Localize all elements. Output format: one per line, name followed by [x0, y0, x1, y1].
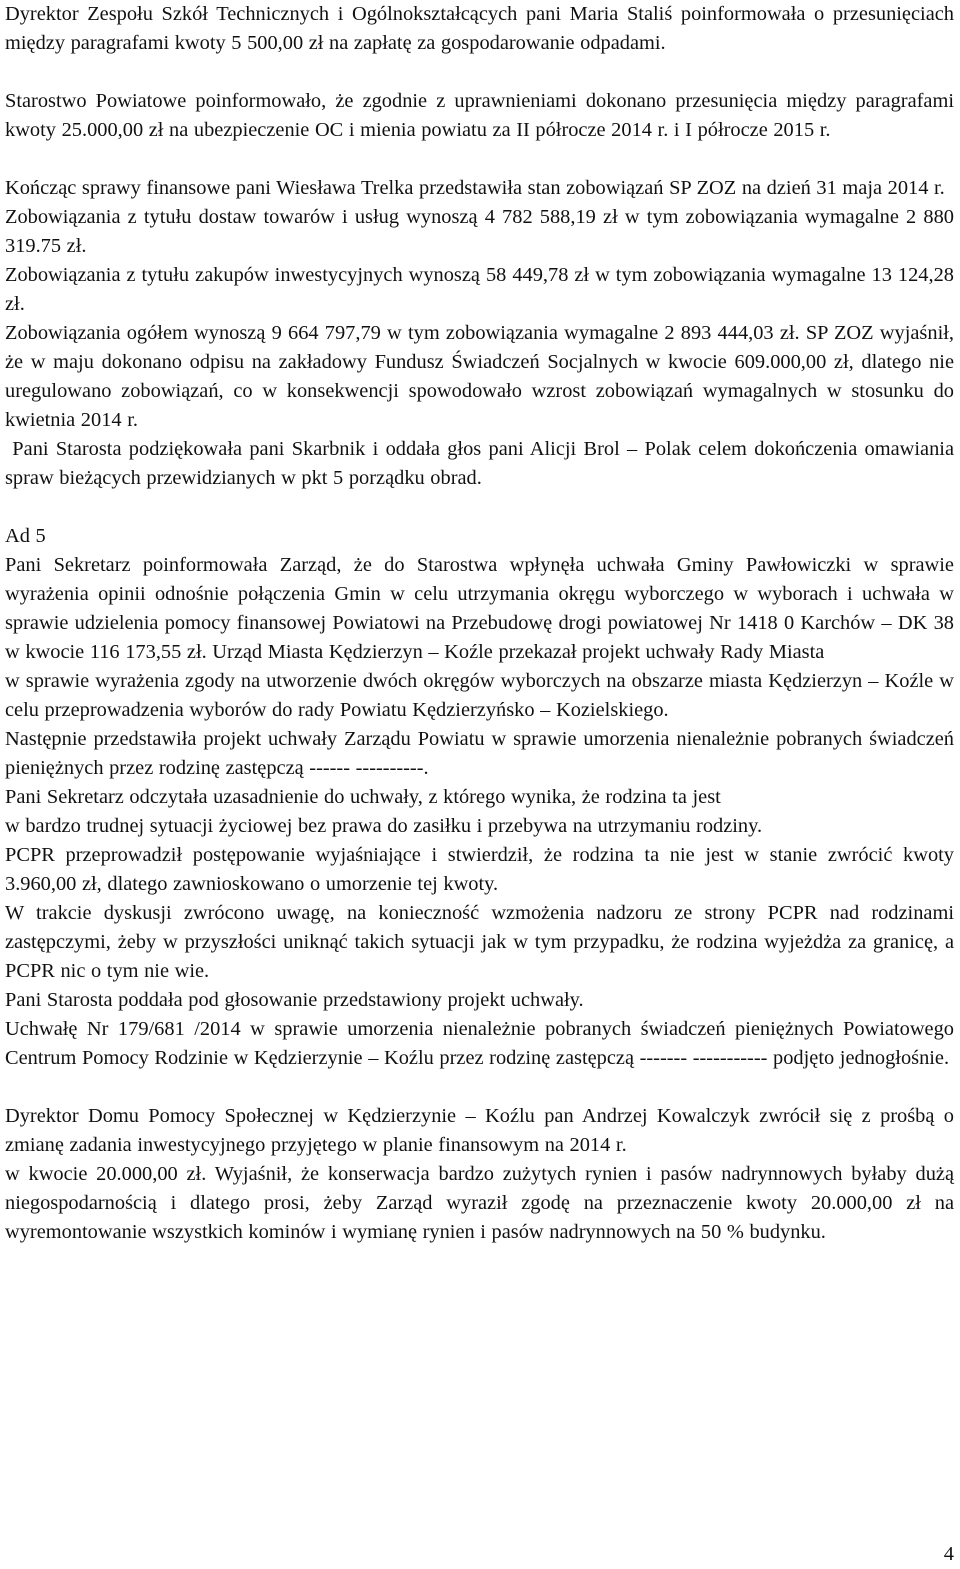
paragraph-spzoz-liabilities-intro: Kończąc sprawy finansowe pani Wiesława Trelka przedstawiła stan zobowiązań SP ZOZ na dzień 31 maja 2014 r.: [5, 177, 945, 199]
paragraph-supply-liabilities: Zobowiązania z tytułu dostaw towarów i usług wynoszą 4 782 588,19 zł w tym zobowiązania wymagalne 2 880 319.75 zł.: [5, 206, 954, 257]
paragraph-investment-liabilities: Zobowiązania z tytułu zakupów inwestycyjnych wynoszą 58 449,78 zł w tym zobowiązania wymagalne 13 124,28 zł.: [5, 264, 954, 315]
paragraph-starosta-thanks: Pani Starosta podziękowała pani Skarbnik i oddała głos pani Alicji Brol – Polak celem dokończenia omawiania spraw bieżących przewidzianych w pkt 5 porządku obrad.: [5, 438, 960, 489]
paragraph-family-situation: w bardzo trudnej sytuacji życiowej bez prawa do zasiłku i przebywa na utrzymaniu rodziny.: [5, 815, 763, 837]
paragraph-resolution-adopted: Uchwałę Nr 179/681 /2014 w sprawie umorzenia nienależnie pobranych świadczeń pieniężnych Powiatowego Centrum Pomocy Rodzinie w Kędzierzynie – Koźlu przez rodzinę zastępczą ------- ----------- podjęto jednogłośnie.: [5, 1018, 954, 1069]
paragraph-remission-draft: Następnie przedstawiła projekt uchwały Zarządu Powiatu w sprawie umorzenia nienależnie pobranych świadczeń pieniężnych przez rodzinę zastępczą ------ ----------.: [5, 728, 954, 779]
paragraph-total-liabilities: Zobowiązania ogółem wynoszą 9 664 797,79 w tym zobowiązania wymagalne 2 893 444,03 zł. SP ZOZ wyjaśnił, że w maju dokonano odpisu na zakładowy Fundusz Świadczeń Socjalnych w kwocie 609.000,00 zł, dlatego nie uregulowano zobowiązań, co w konsekwencji spowodowało wzrost zobowiązań wymagalnych w stosunku do kwietnia 2014 r.: [5, 322, 954, 431]
paragraph-pcpr-proceedings: PCPR przeprowadził postępowanie wyjaśniające i stwierdził, że rodzina ta nie jest w stanie zwrócić kwoty 3.960,00 zł, dlatego zawnioskowano o umorzenie tej kwoty.: [5, 844, 954, 895]
paragraph-insurance-transfer: Starostwo Powiatowe poinformowało, że zgodnie z uprawnieniami dokonano przesunięcia między paragrafami kwoty 25.000,00 zł na ubezpieczenie OC i mienia powiatu za II półrocze 2014 r. i I półrocze 2015 r.: [5, 90, 954, 141]
paragraph-waste-transfer: Dyrektor Zespołu Szkół Technicznych i Ogólnokształcących pani Maria Staliś poinformowała o przesunięciach między paragrafami kwoty 5 500,00 zł na zapłatę za gospodarowanie odpadami.: [5, 3, 954, 54]
paragraph-secretary-resolutions: Pani Sekretarz poinformowała Zarząd, że do Starostwa wpłynęła uchwała Gminy Pawłowiczki w sprawie wyrażenia opinii odnośnie połączenia Gmin w celu utrzymania okręgu wyborczego w wyborach i uchwała w sprawie udzielenia pomocy finansowej Powiatowi na Przebudowę drogi powiatowej Nr 1418 0 Karchów – DK 38 w kwocie 116 173,55 zł. Urząd Miasta Kędzierzyn – Koźle przekazał projekt uchwały Rady Miasta: [5, 554, 954, 663]
paragraph-dps-director-request: Dyrektor Domu Pomocy Społecznej w Kędzierzynie – Koźlu pan Andrzej Kowalczyk zwrócił się z prośbą o zmianę zadania inwestycyjnego przyjętego w planie finansowym na 2014 r.: [5, 1105, 954, 1156]
section-heading-ad5: Ad 5: [5, 525, 46, 547]
paragraph-discussion: W trakcie dyskusji zwrócono uwagę, na konieczność wzmożenia nadzoru ze strony PCPR nad rodzinami zastępczymi, żeby w przyszłości uniknąć takich sytuacji jak w tym przypadku, że rodzina wyjeżdża za granicę, a PCPR nic o tym nie wie.: [5, 902, 954, 982]
paragraph-justification: Pani Sekretarz odczytała uzasadnienie do uchwały, z którego wynika, że rodzina ta jest: [5, 786, 721, 808]
paragraph-chimney-renovation: w kwocie 20.000,00 zł. Wyjaśnił, że konserwacja bardzo zużytych rynien i pasów nadrynnowych byłaby dużą niegospodarnością i dlatego prosi, żeby Zarząd wyraził zgodę na przeznaczenie kwoty 20.000,00 zł na wyremontowanie wszystkich kominów i wymianę rynien i pasów nadrynnowych na 50 % budynku.: [5, 1163, 954, 1243]
page-number: 4: [943, 1543, 954, 1565]
paragraph-electoral-districts: w sprawie wyrażenia zgody na utworzenie dwóch okręgów wyborczych na obszarze miasta Kędzierzyn – Koźle w celu przeprowadzenia wyborów do rady Powiatu Kędzierzyńsko – Kozielskiego.: [5, 670, 954, 721]
paragraph-vote: Pani Starosta poddała pod głosowanie przedstawiony projekt uchwały.: [5, 989, 584, 1011]
